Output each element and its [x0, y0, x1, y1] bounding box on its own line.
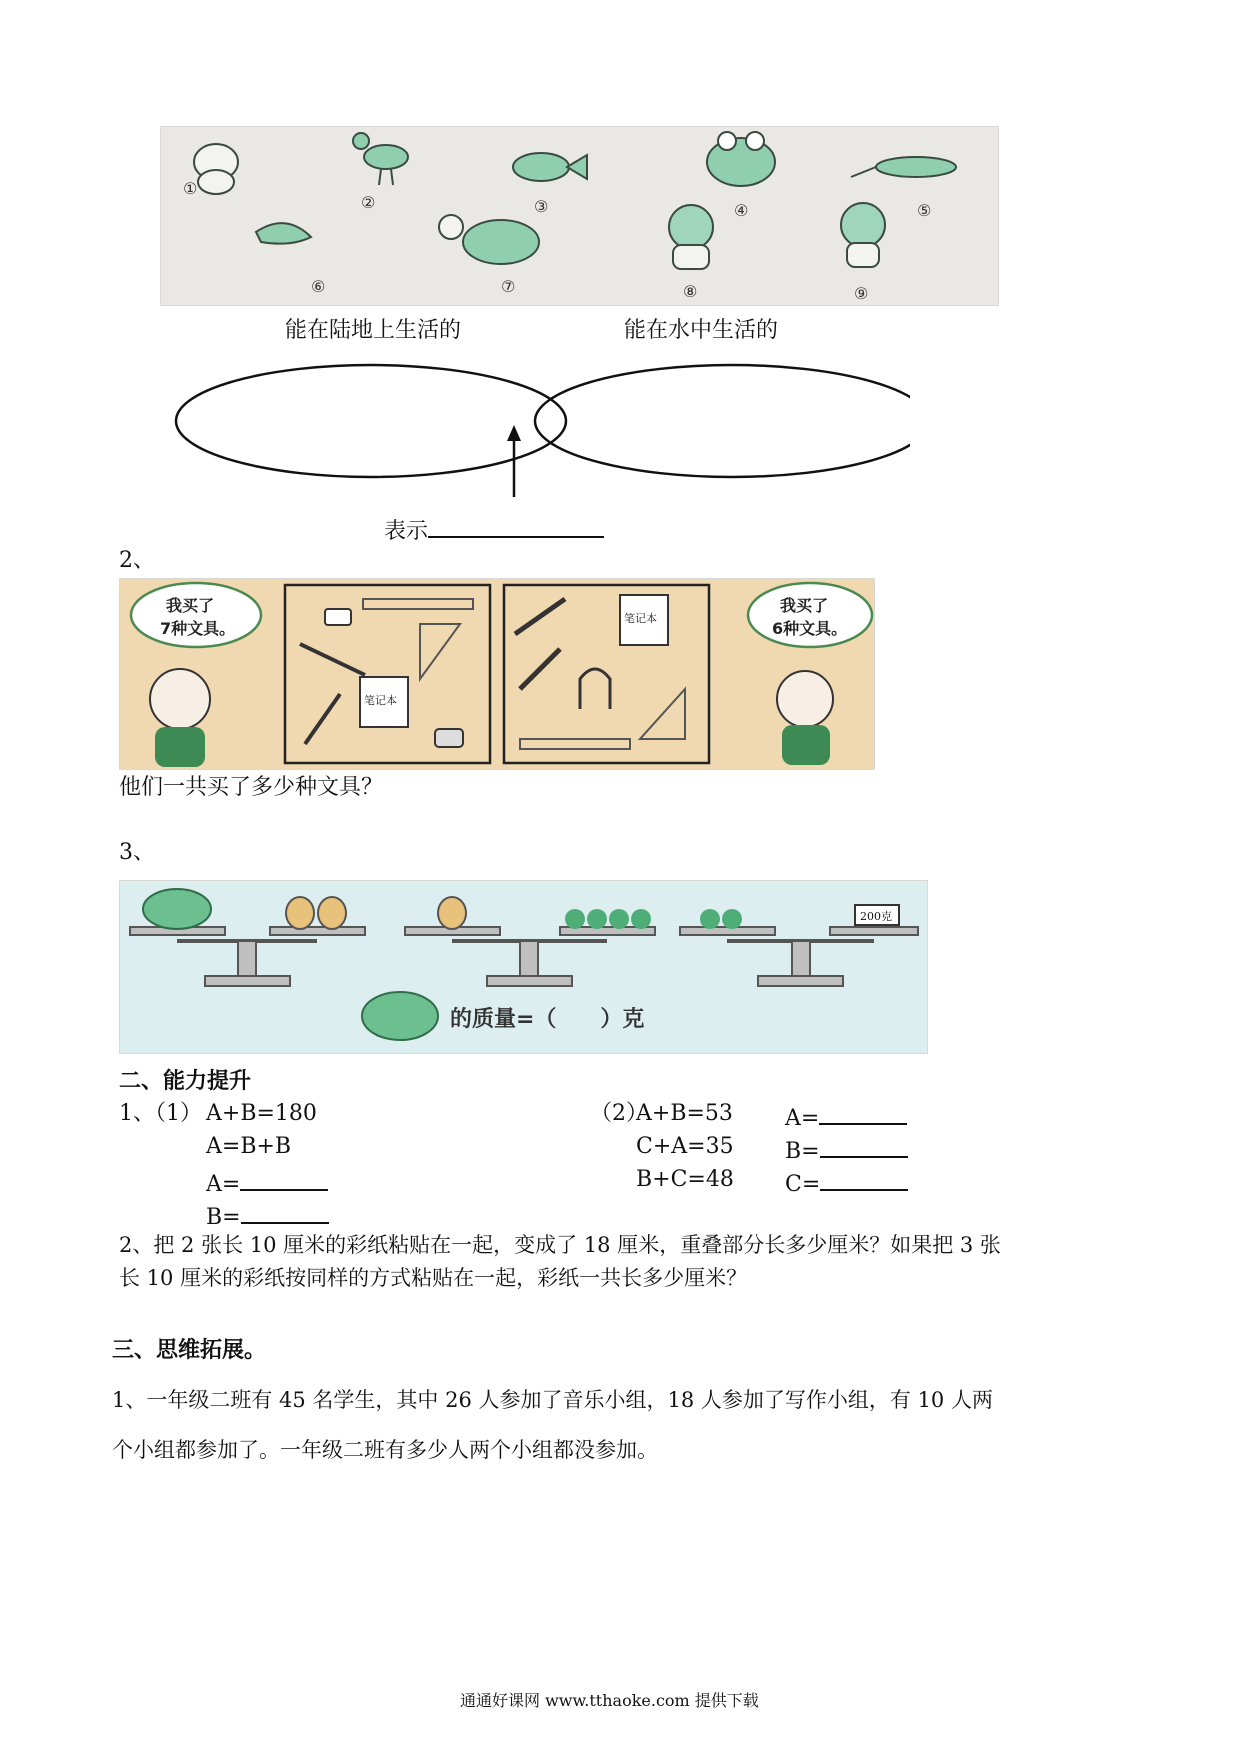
equation: A=B+B: [206, 1134, 292, 1159]
answer-b: [206, 1202, 329, 1229]
apple-icon: [565, 909, 585, 929]
answer-a: [206, 1169, 328, 1196]
lizard-icon: [851, 157, 956, 177]
scale-stand: [520, 941, 538, 976]
answer-label: B=: [206, 1205, 241, 1230]
answer-blank[interactable]: [240, 1169, 328, 1191]
arrow-head-icon: [507, 425, 521, 441]
triangle-ruler-icon: [640, 689, 685, 739]
scale-pan: [680, 927, 775, 935]
sharpener-icon: [435, 729, 463, 747]
section-heading: 二、能力提升: [119, 1068, 252, 1094]
pineapple-icon: [286, 897, 314, 929]
apple-icon: [609, 909, 629, 929]
boy-face-icon: [777, 671, 833, 727]
weight-label: 200克: [860, 910, 892, 923]
shrimp-icon: [256, 223, 311, 244]
melon-icon: [362, 992, 438, 1040]
stationery-image: [119, 578, 875, 770]
answer2-c: [785, 1169, 908, 1196]
pineapple-icon: [318, 897, 346, 929]
cat-icon: [841, 203, 885, 267]
answer-blank[interactable]: [428, 516, 604, 538]
bubble-line: 7种文具。: [160, 619, 236, 638]
answer-label: A=: [785, 1106, 820, 1131]
pencil-icon: [300, 644, 365, 675]
boy-face-icon: [150, 669, 210, 729]
apple-icon: [587, 909, 607, 929]
pen-icon: [305, 694, 340, 744]
question-text: 他们一共买了多少种文具？: [119, 775, 384, 800]
scale-base: [487, 976, 572, 986]
pineapple-icon: [438, 897, 466, 929]
dog-icon: [194, 144, 238, 194]
intersection-label: 表示: [384, 519, 429, 544]
apple-icon: [722, 909, 742, 929]
question-text: 1、一年级二班有 45 名学生，其中 26 人参加了音乐小组，18 人参加了写作小组，有 10 人两: [112, 1388, 993, 1412]
equation: A+B=53: [636, 1101, 733, 1126]
venn-diagram: [160, 355, 910, 505]
ruler-icon: [520, 739, 630, 749]
animal-number: ②: [361, 193, 376, 212]
question-number: 2、: [119, 548, 155, 573]
footer-text: 通通好课网 www.tthaoke.com 提供下载: [460, 1691, 759, 1710]
animals-image: [160, 126, 999, 306]
triangle-ruler-icon: [420, 624, 460, 679]
scale-pan: [270, 927, 365, 935]
equation: C+A=35: [636, 1134, 734, 1159]
equation: A+B=180: [206, 1101, 317, 1126]
answer-label: A=: [206, 1172, 241, 1197]
intersection-answer: [384, 516, 604, 543]
melon-icon: [143, 889, 211, 929]
apple-icon: [700, 909, 720, 929]
answer-blank[interactable]: [819, 1103, 907, 1125]
animal-number: ③: [534, 197, 549, 216]
question-text: 2、把 2 张长 10 厘米的彩纸粘贴在一起，变成了 18 厘米，重叠部分长多少厘米？如果把 3 张: [119, 1233, 1001, 1257]
animal-number: ①: [183, 179, 198, 198]
answer-blank[interactable]: [241, 1202, 329, 1224]
animal-number: ④: [734, 201, 749, 220]
apple-icon: [631, 909, 651, 929]
question-number: 3、: [119, 840, 155, 865]
scale-base: [205, 976, 290, 986]
scale-stand: [238, 941, 256, 976]
bubble-line: 我买了: [166, 596, 215, 615]
cat-icon: [669, 205, 713, 269]
scale-pan: [830, 927, 918, 935]
water-label: 能在水中生活的: [624, 318, 779, 343]
animal-number: ⑤: [917, 201, 932, 220]
mass-question: 的质量=（ ）克: [450, 1007, 645, 1032]
fish-icon: [513, 153, 587, 181]
answer-label: C=: [785, 1172, 821, 1197]
answer-blank[interactable]: [820, 1169, 908, 1191]
answer-label: B=: [785, 1139, 820, 1164]
q1-part2-prefix: （2）: [590, 1101, 648, 1126]
bubble-line: 6种文具。: [772, 619, 848, 638]
boy-body-icon: [782, 725, 830, 765]
magnet-icon: [580, 669, 610, 709]
bubble-line: 我买了: [780, 596, 829, 615]
answer2-a: [785, 1103, 907, 1130]
turtle-icon: [439, 215, 539, 264]
scales-image: [119, 880, 928, 1054]
answer-blank[interactable]: [820, 1136, 908, 1158]
scale-stand: [792, 941, 810, 976]
eraser-icon: [325, 609, 351, 625]
pen-icon: [515, 599, 565, 634]
q1-prefix: 1、（1）: [119, 1101, 202, 1126]
ruler-icon: [363, 599, 473, 609]
equation: B+C=48: [636, 1167, 734, 1192]
section-heading: 三、思维拓展。: [112, 1337, 267, 1363]
notebook-label: 笔记本: [624, 612, 657, 625]
water-ellipse: [535, 365, 910, 477]
animal-number: ⑨: [854, 284, 869, 303]
animal-number: ⑥: [311, 277, 326, 296]
land-label: 能在陆地上生活的: [285, 318, 462, 343]
animals-illustration: [161, 127, 998, 305]
land-ellipse: [176, 365, 566, 477]
fountain-pen-icon: [520, 649, 560, 689]
boy-body-icon: [155, 727, 205, 767]
answer2-b: [785, 1136, 908, 1163]
animal-number: ⑧: [683, 282, 698, 301]
question-text: 长 10 厘米的彩纸按同样的方式粘贴在一起，彩纸一共长多少厘米？: [119, 1266, 748, 1290]
scale-base: [758, 976, 843, 986]
bird-icon: [353, 133, 408, 185]
animal-number: ⑦: [501, 277, 516, 296]
question-text: 个小组都参加了。一年级二班有多少人两个小组都没参加。: [112, 1438, 658, 1462]
notebook-label: 笔记本: [364, 694, 397, 707]
frog-icon: [707, 132, 775, 186]
